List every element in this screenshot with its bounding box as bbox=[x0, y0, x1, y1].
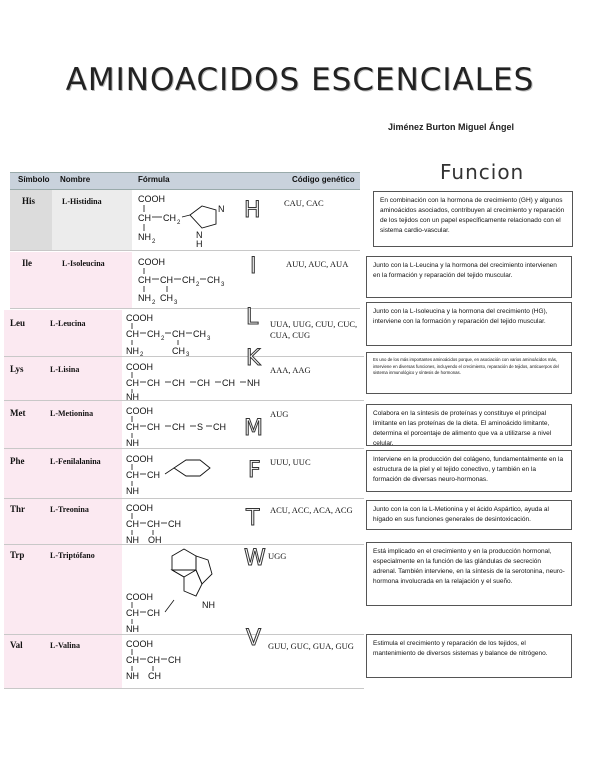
letter-f: F bbox=[248, 458, 261, 483]
name-leu: L-Leucina bbox=[50, 319, 86, 328]
symbol-ile: Ile bbox=[22, 258, 32, 268]
formula-cooh: COOH bbox=[126, 362, 153, 372]
header-nombre: Nombre bbox=[60, 175, 91, 184]
formula-sub2: 2 bbox=[152, 300, 156, 306]
symbol-phe: Phe bbox=[10, 456, 25, 466]
row-separator bbox=[4, 688, 364, 689]
formula-ch: CH bbox=[147, 655, 160, 665]
formula-cooh: COOH bbox=[126, 503, 153, 513]
formula-ch2: CH bbox=[147, 329, 160, 339]
name-met: L-Metionina bbox=[50, 409, 94, 418]
symbol-val: Val bbox=[10, 640, 23, 650]
formula-oh: OH bbox=[148, 535, 162, 544]
formula-ch2: CH bbox=[197, 378, 210, 388]
formula-cooh: COOH bbox=[138, 194, 165, 204]
row-separator bbox=[10, 250, 360, 251]
formula-ch2: CH bbox=[147, 378, 160, 388]
formula-ch3: CH bbox=[172, 346, 185, 356]
formula-ch2: CH bbox=[147, 422, 160, 432]
codons-thr: ACU, ACC, ACA, ACG bbox=[270, 505, 353, 515]
codons-leu: UUA, UUG, CUU, CUC, CUA, CUG bbox=[270, 319, 358, 340]
formula-ch3: CH bbox=[168, 655, 181, 665]
header-formula: Fórmula bbox=[138, 175, 170, 184]
formula-ch: CH bbox=[126, 519, 139, 529]
formula-ch: CH bbox=[172, 329, 185, 339]
formula-nh: NH bbox=[202, 600, 215, 610]
function-box-his: En combinación con la hormona de crecimiento (GH) y algunos aminoácidos asociados, contribuyen al crecimiento y reparación de los tejidos con un papel específicamente relacionado con el sistema cardio-vascular. bbox=[373, 191, 573, 247]
symbol-trp: Trp bbox=[10, 550, 25, 560]
formula-ch: CH bbox=[126, 422, 139, 432]
formula-sub3: 3 bbox=[174, 300, 178, 306]
header-simbolo: Símbolo bbox=[18, 175, 50, 184]
function-box-trp: Está implicado en el crecimiento y en la producción hormonal, especialmente en la función de las glándulas de secreción adrenal. También interviene, en la síntesis de la serotonina, neuro-hormona involucrada en la relajación y el sueño. bbox=[366, 542, 572, 606]
formula-n: N bbox=[196, 230, 203, 240]
formula-h: H bbox=[196, 239, 203, 249]
row-separator bbox=[4, 634, 364, 635]
letter-k: K bbox=[246, 346, 261, 371]
formula-sub2: 2 bbox=[152, 239, 156, 245]
formula-ch: CH bbox=[126, 655, 139, 665]
formula-ch2: CH bbox=[222, 378, 235, 388]
formula-fenilalanina bbox=[122, 448, 232, 498]
formula-leucina bbox=[122, 310, 252, 356]
letter-l: L bbox=[246, 305, 259, 330]
formula-nh: NH bbox=[126, 486, 139, 496]
codons-lys: AAA, AAG bbox=[270, 365, 311, 375]
function-box-leu: Junto con la L-Isoleucina y la hormona del crecimiento (HG), interviene con la formación y reparación del tejido muscular. bbox=[366, 302, 572, 346]
formula-ch2: CH bbox=[172, 378, 185, 388]
author-name: Jiménez Burton Miguel Ángel bbox=[388, 122, 515, 132]
formula-s: S bbox=[197, 422, 204, 432]
name-thr: L-Treonina bbox=[50, 505, 89, 514]
formula-ch3: CH bbox=[160, 293, 173, 303]
formula-nh: NH bbox=[247, 378, 260, 388]
formula-ch2: CH bbox=[182, 275, 195, 285]
formula-sub2: 2 bbox=[177, 220, 181, 226]
formula-nh: NH bbox=[126, 346, 139, 356]
formula-cooh: COOH bbox=[126, 639, 153, 649]
formula-ch: CH bbox=[126, 608, 139, 618]
letter-w: W bbox=[244, 546, 266, 571]
formula-n: N bbox=[218, 204, 225, 214]
formula-metionina bbox=[122, 400, 252, 448]
lower-left-cells bbox=[4, 310, 122, 640]
name-val: L-Valina bbox=[50, 641, 80, 650]
formula-nh: NH bbox=[126, 535, 139, 544]
row-separator bbox=[10, 308, 360, 309]
formula-triptofano bbox=[122, 544, 242, 634]
formula-ch: CH bbox=[160, 275, 173, 285]
formula-nh: NH bbox=[138, 293, 151, 303]
letter-i: I bbox=[250, 254, 257, 279]
formula-nh: NH bbox=[126, 671, 139, 681]
codons-ile: AUU, AUC, AUA bbox=[286, 259, 349, 269]
name-his: L-Histidina bbox=[62, 197, 102, 206]
formula-histidina bbox=[132, 190, 242, 250]
name-phe: L-Fenilalanina bbox=[50, 457, 101, 466]
formula-ch: CH bbox=[147, 519, 160, 529]
formula-nh: NH bbox=[126, 624, 139, 634]
page-title: AMINOACIDOS ESCENCIALES bbox=[65, 62, 535, 98]
formula-valina bbox=[122, 636, 232, 684]
formula-ch2: CH bbox=[163, 213, 176, 223]
formula-ch: CH bbox=[138, 275, 151, 285]
table-header bbox=[10, 172, 360, 190]
formula-ch: CH bbox=[138, 213, 151, 223]
codons-met: AUG bbox=[270, 409, 289, 419]
symbol-thr: Thr bbox=[10, 504, 26, 514]
formula-ch: CH bbox=[126, 329, 139, 339]
name-trp: L-Triptófano bbox=[50, 551, 95, 560]
function-box-ile: Junto con la L-Leucina y la hormona del crecimiento intervienen en la formación y reparación del tejido muscular. bbox=[366, 256, 572, 298]
formula-ch3: CH bbox=[168, 519, 181, 529]
function-box-met: Colabora en la síntesis de proteínas y constituye el principal limitante en las proteínas de la dieta. El aminoácido limitante, determina el porcentaje de alimento que va a utilizarse a nivel celular. bbox=[366, 404, 572, 446]
formula-sub2: 2 bbox=[140, 352, 144, 356]
formula-sub3: 3 bbox=[221, 282, 225, 288]
formula-sub2: 2 bbox=[161, 336, 165, 342]
formula-nh: NH bbox=[126, 392, 139, 400]
formula-cooh: COOH bbox=[126, 313, 153, 323]
letter-h: H bbox=[244, 198, 261, 223]
codons-val: GUU, GUC, GUA, GUG bbox=[268, 641, 354, 651]
codons-his: CAU, CAC bbox=[284, 198, 324, 208]
name-lys: L-Lisina bbox=[50, 365, 80, 374]
formula-sub3: 3 bbox=[186, 352, 190, 356]
codons-trp: UGG bbox=[268, 551, 287, 561]
function-box-val: Estimula el crecimiento y reparación de los tejidos, el mantenimiento de diversos sistemas y balance de nitrógeno. bbox=[366, 634, 572, 678]
codons-phe: UUU, UUC bbox=[270, 457, 311, 467]
function-box-phe: Interviene en la producción del colágeno, fundamentalmente en la estructura de la piel y el tejido conectivo, y también en la formación de diversas neuro-hormonas. bbox=[366, 450, 572, 492]
letter-v: V bbox=[246, 626, 262, 651]
symbol-his: His bbox=[22, 196, 36, 206]
symbol-met: Met bbox=[10, 408, 26, 418]
formula-nh: NH bbox=[126, 438, 139, 448]
formula-nh: NH bbox=[138, 232, 151, 242]
formula-ch3: CH bbox=[207, 275, 220, 285]
formula-cooh: COOH bbox=[126, 454, 153, 464]
formula-ch3: CH bbox=[148, 671, 161, 681]
header-codigo: Código genético bbox=[292, 175, 355, 184]
formula-ch2: CH bbox=[147, 608, 160, 618]
function-box-thr: Junto con la con la L-Metionina y el ácido Aspártico, ayuda al hígado en sus funciones generales de desintoxicación. bbox=[366, 500, 572, 530]
formula-ch3: CH bbox=[193, 329, 206, 339]
formula-isoleucina bbox=[132, 252, 242, 308]
letter-t: T bbox=[246, 506, 260, 531]
formula-cooh: COOH bbox=[126, 592, 153, 602]
formula-ch2: CH bbox=[147, 470, 160, 480]
formula-ch3: CH bbox=[213, 422, 226, 432]
symbol-leu: Leu bbox=[10, 318, 26, 328]
formula-cooh: COOH bbox=[126, 406, 153, 416]
formula-cooh: COOH bbox=[138, 257, 165, 267]
formula-sub2: 2 bbox=[196, 282, 200, 288]
formula-ch: CH bbox=[126, 378, 139, 388]
formula-sub3: 3 bbox=[207, 336, 211, 342]
formula-ch2: CH bbox=[172, 422, 185, 432]
formula-ch: CH bbox=[126, 470, 139, 480]
formula-treonina bbox=[122, 498, 232, 544]
name-ile: L-Isoleucina bbox=[62, 259, 105, 268]
symbol-lys: Lys bbox=[10, 364, 24, 374]
funcion-heading: Funcion bbox=[440, 160, 525, 184]
letter-m: M bbox=[244, 416, 263, 441]
function-box-lys: Es uno de los más importantes aminoácidos porque, en asociación con varios aminoácidos más, interviene en diversas funciones, incluyendo el crecimiento, reparación de tejidos, anticuerpos del sistema inmunológico y síntesis de hormonas. bbox=[366, 352, 572, 394]
